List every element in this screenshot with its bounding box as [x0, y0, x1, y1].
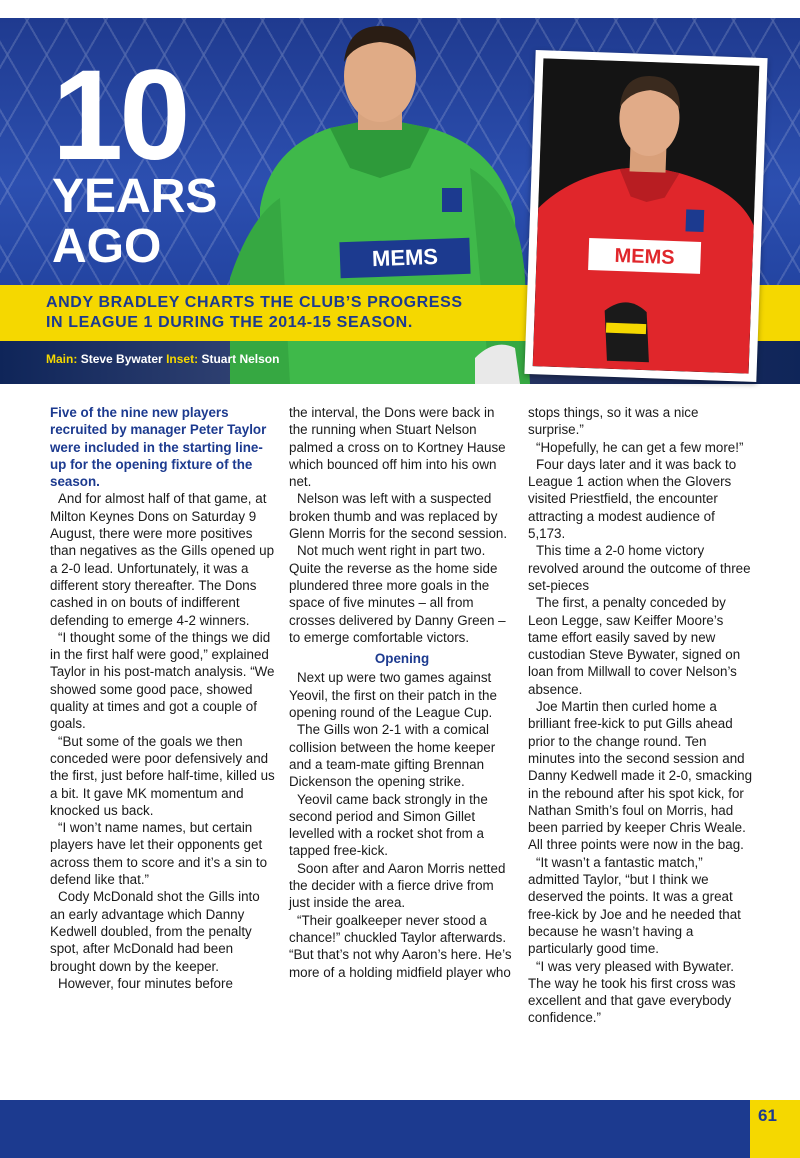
main-shirt-sponsor: MEMS	[371, 243, 439, 272]
article-paragraph: stops things, so it was a nice surprise.”	[528, 405, 699, 438]
caption-inset-name: Stuart Nelson	[201, 352, 280, 366]
strapline	[46, 293, 516, 333]
inset-photo-frame	[524, 50, 767, 382]
article-paragraph: Yeovil came back strongly in the second period and Simon Gillet levelled with a rocket shot from a tapped free-kick.	[289, 791, 488, 859]
article-paragraph: Next up were two games against Yeovil, the first on their patch in the opening round of the League Cup.	[289, 670, 497, 721]
article-paragraph: The Gills won 2-1 with a comical collision between the home keeper and a team-mate gifting Brennan Dickenson the opening strike.	[289, 722, 496, 790]
article-paragraph: Four days later and it was back to League 1 action when the Glovers visited Priestfield, the encounter attracting a modest audience of 5,173.	[528, 456, 737, 542]
article-paragraph: Cody McDonald shot the Gills into an early advantage which Danny Kedwell doubled, from the penalty spot, after McDonald had been brought down by the keeper.	[50, 889, 260, 974]
inset-shirt-sponsor: MEMS	[614, 244, 675, 270]
page-number-box	[750, 1100, 800, 1158]
footer-band	[0, 1100, 800, 1158]
article-paragraph: the interval, the Dons were back in the running when Stuart Nelson palmed a cross on to Kortney Hause which bounced off him into his own net.	[289, 405, 506, 490]
page-number: 61	[758, 1106, 777, 1125]
article-paragraph: Not much went right in part two. Quite the reverse as the home side plundered three more goals in the space of five minutes – all from crosses delivered by Danny Green – to emerge comfortable victors.	[289, 543, 506, 645]
article-paragraph: Soon after and Aaron Morris netted the decider with a fierce drive from just inside the area.	[289, 860, 506, 911]
title-number: 10	[52, 44, 187, 187]
caption-inset-label: Inset:	[166, 352, 199, 366]
article-paragraph: “But some of the goals we then conceded were poor defensively and the first, just before half-time, killed us a bit. It gave MK momentum and knocked us back.	[50, 733, 275, 818]
article-paragraph: “I thought some of the things we did in the first half were good,” explained Taylor in his post-match analysis. “We showed some good pace, showed quality at times and got a couple of goals.	[50, 629, 275, 732]
article-paragraph: Nelson was left with a suspected broken thumb and was replaced by Glenn Morris for the second session.	[289, 491, 508, 542]
article-paragraph: And for almost half of that game, at Milton Keynes Dons on Saturday 9 August, there were more positives than negatives as the Gills opened up a 2-0 lead. Unfortunately, it was a different story thereafter. The Dons cashed in on bouts of indifferent defending to emerge 4-2 winners.	[50, 491, 275, 628]
caption-main-name: Steve Bywater	[80, 352, 163, 366]
strapline-line-1: ANDY BRADLEY CHARTS THE CLUB’S PROGRESS	[46, 294, 463, 311]
article-paragraph: “Hopefully, he can get a few more!”	[536, 439, 744, 455]
title-years: YEARS	[52, 170, 218, 223]
article-paragraph: “I was very pleased with Bywater. The way he took his first cross was excellent and that gave everybody confidence.”	[528, 958, 736, 1026]
inset-photo-art	[533, 58, 760, 373]
strapline-line-2: IN LEAGUE 1 DURING THE 2014-15 SEASON.	[46, 314, 413, 331]
title-ago: AGO	[52, 220, 162, 273]
caption-main-label: Main:	[46, 352, 78, 366]
article-paragraph: “Their goalkeeper never stood a chance!” chuckled Taylor afterwards. “But that’s not why Aaron’s here. He’s more of a holding midfield player who	[289, 912, 512, 980]
article-paragraph: Joe Martin then curled home a brilliant free-kick to put Gills ahead prior to the change round. Ten minutes into the second session and Danny Kedwell made it 2-0, smacking in the rebound after his spot kick, for Nathan Smith’s foul on Morris, had been parried by keeper Chris Weale. All three points were now in the bag.	[528, 699, 753, 853]
article-paragraph: This time a 2-0 home victory revolved around the outcome of three set-pieces	[528, 543, 751, 593]
article-column-2	[289, 404, 515, 981]
top-margin	[0, 0, 800, 18]
article-column-3	[528, 404, 754, 1027]
photo-caption	[46, 352, 279, 366]
article-subheading: Opening	[374, 651, 430, 667]
inset-photo-stuart-nelson	[533, 58, 760, 373]
article-paragraph: The first, a penalty conceded by Leon Legge, saw Keiffer Moore’s tame effort easily saved by new custodian Steve Bywater, signed on loan from Millwall to cover Nelson’s absence.	[528, 595, 741, 697]
article-paragraph: “I won’t name names, but certain players have let their opponents get across them to score and it’s a sin to defend like that.”	[50, 820, 268, 888]
article-paragraph: “It wasn’t a fantastic match,” admitted Taylor, “but I think we deserved the points. It was a great free-kick by Joe and he needed that because he wasn’t having a particularly good time.	[528, 854, 741, 957]
article-paragraph: However, four minutes before	[58, 975, 233, 991]
article-intro: Five of the nine new players recruited by manager Peter Taylor were included in the starting line-up for the opening fixture of the season.	[50, 405, 267, 490]
article-column-1	[50, 404, 276, 992]
